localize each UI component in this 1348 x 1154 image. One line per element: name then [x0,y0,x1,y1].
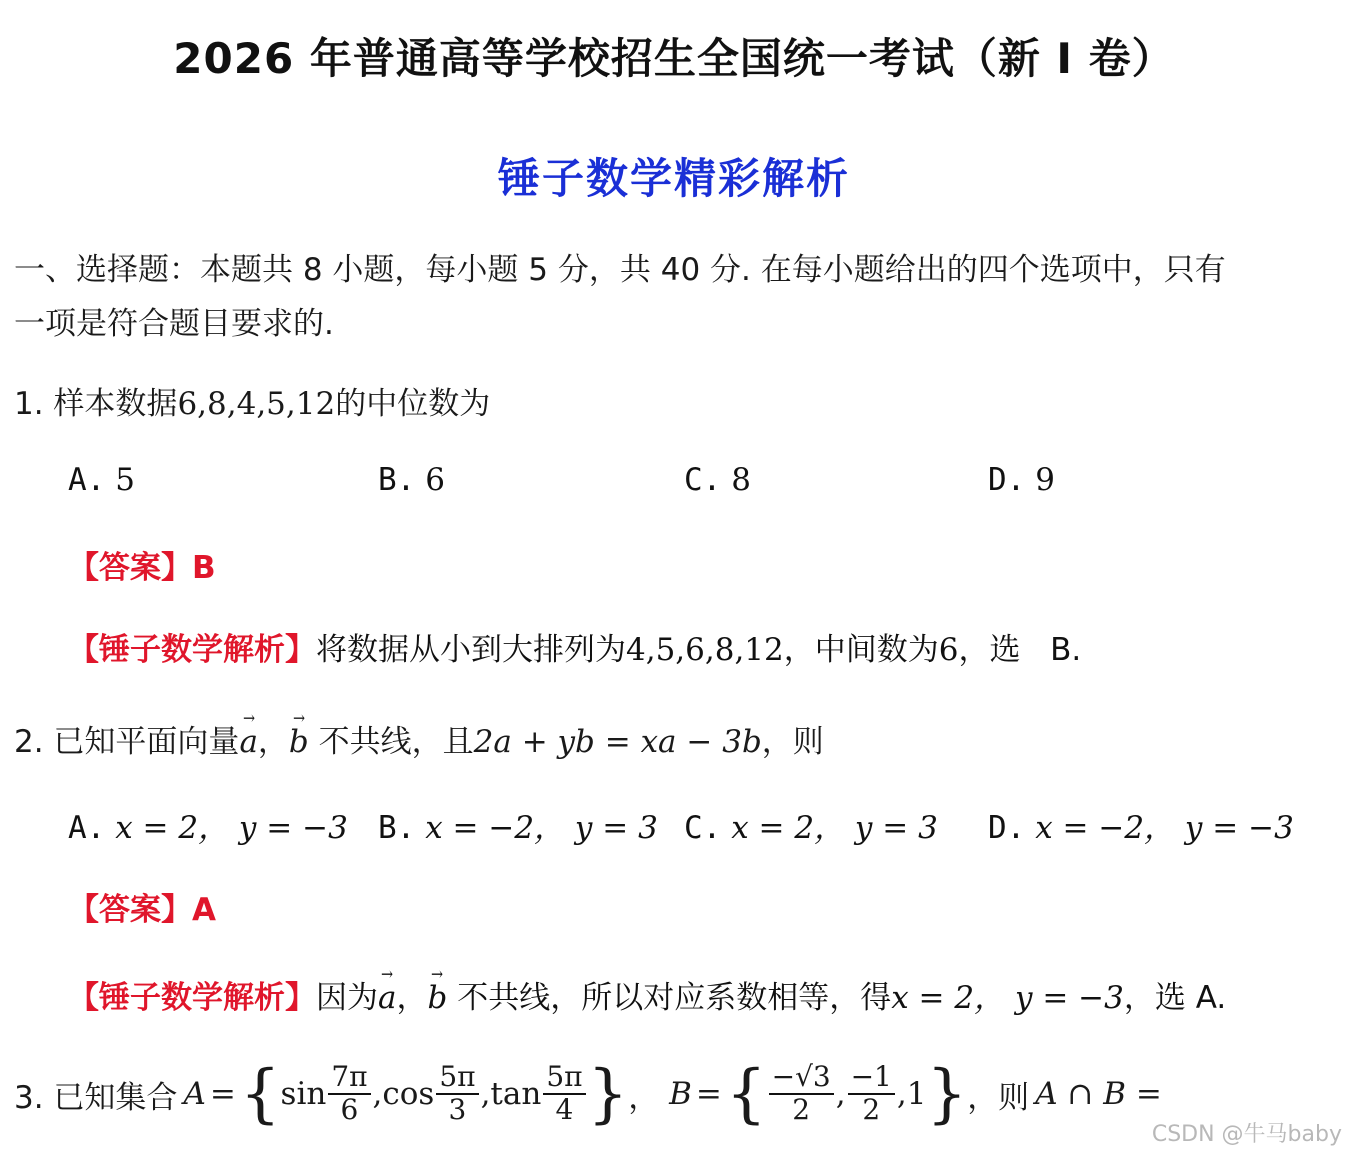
watermark: CSDN @牛马baby [1151,1122,1342,1147]
q1-data: 6,8,4,5,12 [177,386,336,422]
right-brace-icon: } [587,1057,629,1131]
left-brace-icon: { [239,1057,281,1131]
right-brace-icon: } [926,1057,968,1131]
page-subtitle: 锤子数学精彩解析 [497,154,850,203]
left-brace-icon: { [725,1057,767,1131]
q2-answer-value: A [192,892,216,928]
fraction-b1: $\frac{-√3}{2}$ [769,1062,834,1126]
q1-stem-pre: 1. 样本数据 [14,386,178,422]
q1-stem-post: 的中位数为 [335,386,491,422]
fraction-sin: $\frac{7\pi}{6}$ [328,1062,370,1126]
fraction-b2: $\frac{-1}{2}$ [848,1062,895,1126]
q1-option-d: D. 9 [988,462,1055,498]
vector-b: → b [289,724,309,760]
answer-tag: 【答案】 [68,550,192,586]
q1-option-c: C. 8 [684,462,751,498]
question-3-stem: 3. 已知集合 A = { sin $\frac{7\pi}{6}$ , cos $\frac{5\pi}{3}$ , tan $\frac{5\pi}{4}$ } ， B = { $\frac{-√3}{2}$ , $\frac{-1}{2}$ , 1 } ，则 A ∩ B = [14,1057,1162,1131]
q1-analysis: 【锤子数学解析】将数据从小到大排列为4,5,6,8,12，中间数为6，选 B. [68,632,1082,668]
fraction-cos: $\frac{5\pi}{3}$ [436,1062,478,1126]
question-1-stem [14,378,490,423]
q2-analysis: 【锤子数学解析】因为→ a，→ b 不共线，所以对应系数相等，得x = 2， y = −3，选 A. [68,972,1226,1017]
q2-option-c: C. x = 2， y = 3 [684,810,938,846]
q1-answer-value: B [192,550,216,586]
q2-option-b: B. x = −2， y = 3 [378,810,658,846]
analysis-tag: 【锤子数学解析】 [68,632,316,668]
q2-equation: 2a + yb = xa − 3b [473,724,762,760]
q2-option-d: D. x = −2， y = −3 [988,810,1294,846]
question-2-stem: 2. 已知平面向量→ a，→ b 不共线，且2a + yb = xa − 3b，则 [14,716,824,761]
q1-answer [68,542,216,587]
q2-option-a: A. x = 2， y = −3 [68,810,348,846]
page-title: 2026 年普通高等学校招生全国统一考试（新 I 卷） [173,34,1175,83]
vector-a: → a [239,724,257,760]
q2-answer: 【答案】A [68,892,216,928]
section-heading-line1: 一、选择题：本题共 8 小题，每小题 5 分，共 40 分. 在每小题给出的四个选项中，只有 [14,252,1226,288]
section-heading-line2: 一项是符合题目要求的. [14,306,334,342]
q1-option-b: B. 6 [378,462,445,498]
q1-option-a: A. 5 [68,462,135,498]
fraction-tan: $\frac{5\pi}{4}$ [543,1062,585,1126]
